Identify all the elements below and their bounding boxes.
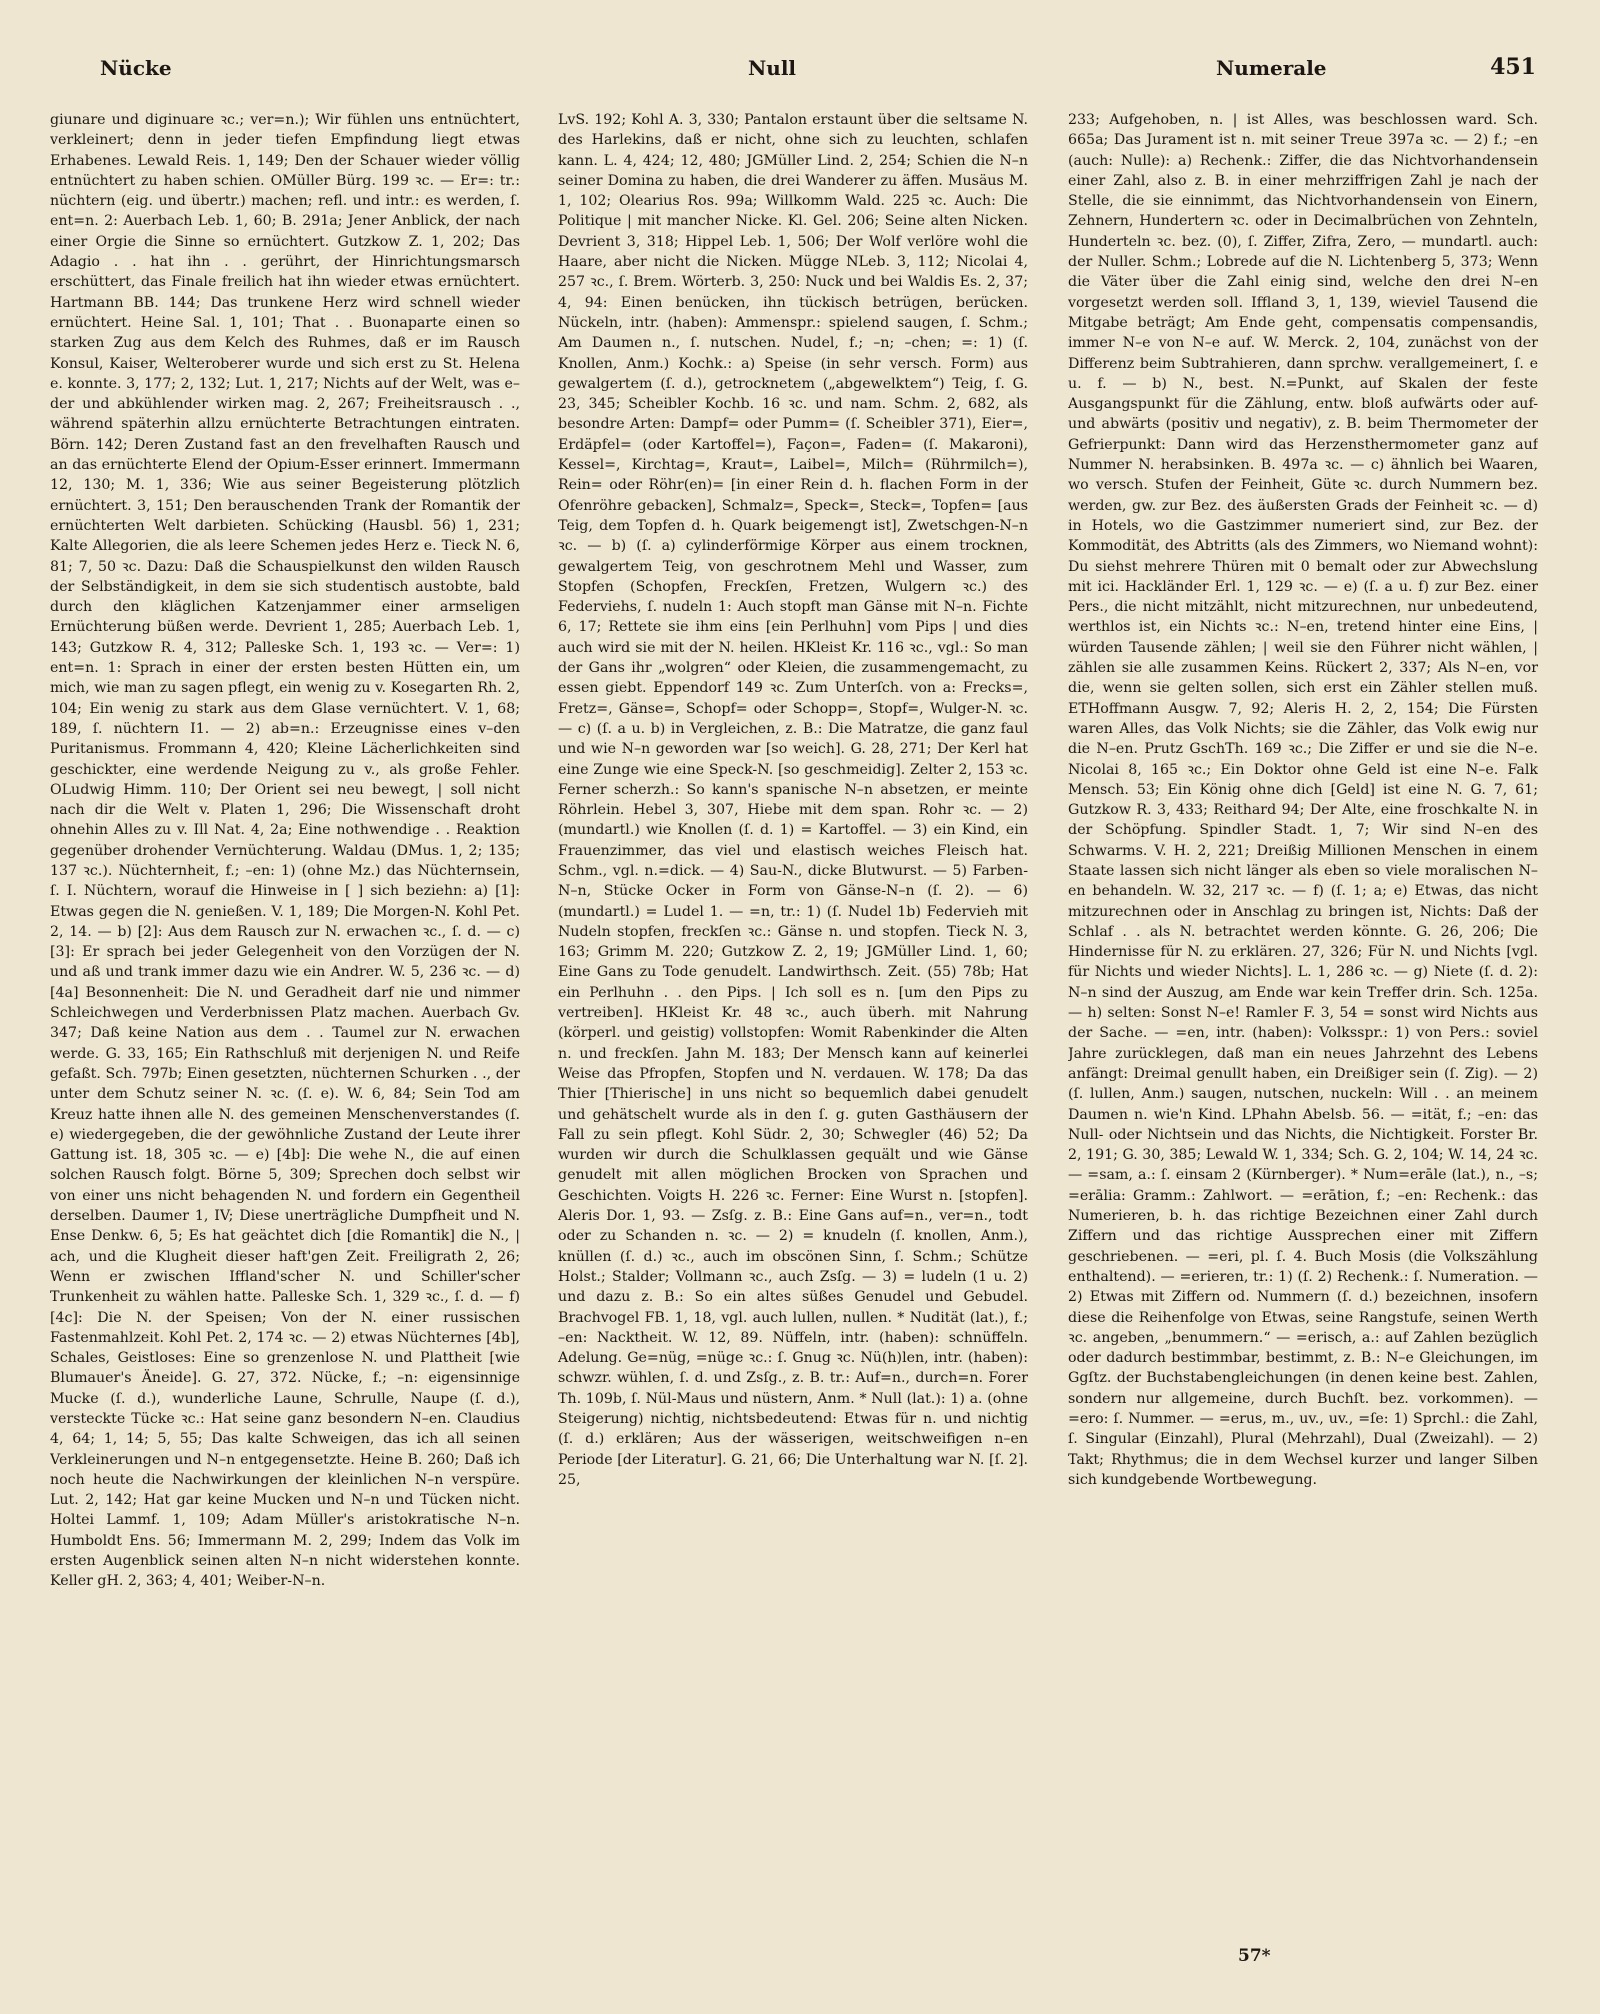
- running-head: [48, 48, 1536, 88]
- column-2: [558, 110, 1028, 1940]
- running-head-left: Nücke: [100, 56, 172, 80]
- running-head-right: Numerale: [1216, 56, 1327, 80]
- running-head-center: Null: [748, 56, 797, 80]
- column-1: [50, 110, 520, 1940]
- signature-mark: 57*: [1238, 1946, 1271, 1966]
- column-3: [1068, 110, 1538, 1940]
- column-2-text: LvS. 192; Kohl A. 3, 330; Pantalon erstaunt über die seltsame N. des Harlekins, daß er nicht, ohne sich zu leuchten, schlafen kann. L. 4, 424; 12, 480; JGMüller Lind. 2, 254; Schien die N–n seiner Domina zu haben, die drei Wanderer zu äffen. Musäus M. 1, 102; Olearius Ros. 99a; Willkomm Wald. 225 ꝛc. Auch: Die Politique | mit mancher Nicke. Kl. Gel. 206; Seine alten Nicken. Devrient 3, 318; Hippel Leb. 1, 506; Der Wolf verlöre wohl die Haare, aber nicht die Nicken. Mügge NLeb. 3, 112; Nicolai 4, 257 ꝛc., ſ. Brem. Wörterb. 3, 250: Nuck und bei Waldis Es. 2, 37; 4, 94: Einen benücken, ihn tückisch betrügen, berücken. Nückeln, intr. (haben): Ammenspr.: spielend saugen, ſ. Schm.; Am Daumen n., ſ. nutschen. Nudel, f.; –n; –chen; =: 1) (ſ. Knollen, Anm.) Kochk.: a) Speise (in sehr versch. Form) aus gewalgertem (ſ. d.), getrocknetem („abgewelktem“) Teig, ſ. G. 23, 345; Scheibler Kochb. 16 ꝛc. und nam. Schm. 2, 682, als besondre Arten: Dampf= oder Pumm= (ſ. Scheibler 371), Eier=, Erdäpfel= (oder Kartoffel=), Façon=, Faden= (ſ. Makaroni), Kessel=, Kirchtag=, Kraut=, Laibel=, Milch= (Rührmilch=), Rein= oder Röhr(en)= [in einer Rein d. h. flachen Form in der Ofenröhre gebacken], Schmalz=, Speck=, Steck=, Topfen= [aus Teig, dem Topfen d. h. Quark beigemengt ist], Zwetschgen-N–n ꝛc. — b) (ſ. a) cylinderförmige Körper aus einem trocknen, gewalgertem Teig, von geschrotnem Mehl und Wasser, zum Stopfen (Schopfen, Freckſen, Fretzen, Wulgern ꝛc.) des Federviehs, ſ. nudeln 1: Auch stopft man Gänse mit N–n. Fichte 6, 17; Rettete sie ihm eins [ein Perlhuhn] vom Pips | und dies auch wird sie mit der N. heilen. HKleist Kr. 116 ꝛc., vgl.: So man der Gans ihr „wolgren“ oder Kleien, die zusammengemacht, zu essen giebt. Eppendorf 149 ꝛc. Zum Unterſch. von a: Frecks=, Fretz=, Gänse=, Schopf= oder Schopp=, Stopf=, Wulger-N. ꝛc. — c) (ſ. a u. b) in Vergleichen, z. B.: Die Matratze, die ganz faul und wie N–n geworden war [so weich]. G. 28, 271; Der Kerl hat eine Zunge wie eine Speck-N. [so geschmeidig]. Zelter 2, 153 ꝛc. Ferner scherzh.: So kann's spanische N–n absetzen, er meinte Röhrlein. Hebel 3, 307, Hiebe mit dem span. Rohr ꝛc. — 2) (mundartl.) wie Knollen (ſ. d. 1) = Kartoffel. — 3) ein Kind, ein Frauenzimmer, das viel und elastisch weiches Fleisch hat. Schm., vgl. n.=dick. — 4) Sau-N., dicke Blutwurst. — 5) Farben-N–n, Stücke Ocker in Form von Gänse-N–n (ſ. 2). — 6) (mundartl.) = Ludel 1. — =n, tr.: 1) (ſ. Nudel 1b) Federvieh mit Nudeln stopfen, freckſen ꝛc.: Gänse n. und stopfen. Tieck N. 3, 163; Grimm M. 220; Gutzkow Z. 2, 19; JGMüller Lind. 1, 60; Eine Gans zu Tode genudelt. Landwirthsch. Zeit. (55) 78b; Hat ein Perlhuhn . . den Pips. | Ich soll es n. [um den Pips zu vertreiben]. HKleist Kr. 48 ꝛc., auch überh. mit Nahrung (körperl. und geistig) vollstopfen: Womit Rabenkinder die Alten n. und freckſen. Jahn M. 183; Der Mensch kann auf keinerlei Weise das Pfropfen, Stopfen und N. verdauen. W. 178; Da das Thier [Thierische] in uns nicht so bequemlich dabei genudelt und gehätschelt wurde als in den ſ. g. guten Gasthäusern der Fall zu sein pflegt. Kohl Südr. 2, 30; Schwegler (46) 52; Da wurden wir durch die Schulklassen gequält und wie Gänse genudelt mit allen möglichen Brocken von Sprachen und Geschichten. Voigts H. 226 ꝛc. Ferner: Eine Wurst n. [stopfen]. Aleris Dor. 1, 93. — Zsſg. z. B.: Eine Gans auf=n., ver=n., todt oder zu Schanden n. ꝛc. — 2) = knudeln (ſ. knollen, Anm.), knüllen (ſ. d.) ꝛc., auch im obscönen Sinn, ſ. Schm.; Schütze Holst.; Stalder; Vollmann ꝛc., auch Zsſg. — 3) = ludeln (1 u. 2) und dazu z. B.: So ein altes süßes Genudel und Gebudel. Brachvogel FB. 1, 18, vgl. auch lullen, nullen. * Nudität (lat.), f.; –en: Nacktheit. W. 12, 89. Nüffeln, intr. (haben): schnüffeln. Adelung. Ge=nüg, =nüge ꝛc.: ſ. Gnug ꝛc. Nü(h)len, intr. (haben): schwzr. wühlen, ſ. d. und Zsſg., z. B. tr.: Auf=n., durch=n. Forer Th. 109b, ſ. Nül-Maus und nüstern, Anm. * Null (lat.): 1) a. (ohne Steigerung) nichtig, nichtsbedeutend: Etwas für n. und nichtig (ſ. d.) erklären; Aus der wässerigen, weitschweifigen n–en Periode [der Literatur]. G. 21, 66; Die Unterhaltung war N. [ſ. 2]. 25,: [558, 112, 1028, 1488]
- text-columns: [50, 110, 1540, 1940]
- page-number: 451: [1490, 54, 1536, 80]
- column-1-text: giunare und diginuare ꝛc.; ver=n.); Wir fühlen uns entnüchtert, verkleinert; denn in jeder tiefen Empfindung liegt etwas Erhabenes. Lewald Reis. 1, 149; Den der Schauer wieder völlig entnüchtert zu haben schien. OMüller Bürg. 199 ꝛc. — Er=: tr.: nüchtern (eig. und übertr.) machen; refl. und intr.: es werden, ſ. ent=n. 2: Auerbach Leb. 1, 60; B. 291a; Jener Anblick, der nach einer Orgie die Sinne so ernüchtert. Gutzkow Z. 1, 202; Das Adagio . . hat ihn . . gerührt, der Hinrichtungsmarsch erschüttert, das Finale freilich hat ihn wieder etwas ernüchtert. Hartmann BB. 144; Das trunkene Herz wird schnell wieder ernüchtert. Heine Sal. 1, 101; That . . Buonaparte einen so starken Zug aus dem Kelch des Ruhmes, daß er im Rausch Konsul, Kaiser, Welteroberer wurde und sich erst zu St. Helena e. konnte. 3, 177; 2, 132; Lut. 1, 217; Nichts auf der Welt, was e–der und abkühlender wirken mag. 2, 267; Freiheitsrausch . ., während späterhin allzu ernüchterte Betrachtungen eintraten. Börn. 142; Deren Zustand fast an den frevelhaften Rausch und an das ernüchterte Elend der Opium-Esser erinnert. Immermann 12, 130; M. 1, 336; Wie aus seiner Begeisterung plötzlich ernüchtert. 3, 151; Den berauschenden Trank der Romantik der ernüchterten Welt darbieten. Schücking (Hausbl. 56) 1, 231; Kalte Allegorien, die als leere Schemen jedes Herz e. Tieck N. 6, 81; 7, 50 ꝛc. Dazu: Daß die Schauspielkunst den wilden Rausch der Selbständigkeit, in dem sie sich studentisch austobte, bald durch den kläglichen Katzenjammer einer armseligen Ernüchterung büßen werde. Devrient 1, 285; Auerbach Leb. 1, 143; Gutzkow R. 4, 312; Palleske Sch. 1, 193 ꝛc. — Ver=: 1) ent=n. 1: Sprach in einer der ersten besten Hütten ein, um mich, wie man zu sagen pflegt, ein wenig zu v. Kosegarten Rh. 2, 104; Ein wenig zu stark aus dem Glase vernüchtert. V. 1, 68; 189, ſ. nüchtern I1. — 2) ab=n.: Erzeugnisse eines v–den Puritanismus. Frommann 4, 420; Kleine Lächerlichkeiten sind geschickter, eine werdende Neigung zu v., als große Fehler. OLudwig Himm. 110; Der Orient sei neu bewegt, | soll nicht nach dir die Welt v. Platen 1, 296; Die Wissenschaft droht ohnehin Alles zu v. Ill Nat. 4, 2a; Eine nothwendige . . Reaktion gegenüber drohender Vernüchterung. Waldau (DMus. 1, 2; 135; 137 ꝛc.). Nüchternheit, f.; –en: 1) (ohne Mz.) das Nüchternsein, ſ. I. Nüchtern, worauf die Hinweise in [ ] sich beziehn: a) [1]: Etwas gegen die N. genießen. V. 1, 189; Die Morgen-N. Kohl Pet. 2, 14. — b) [2]: Aus dem Rausch zur N. erwachen ꝛc., ſ. d. — c) [3]: Er sprach bei jeder Gelegenheit von den Vorzügen der N. und aß und trank immer dazu wie ein Andrer. W. 5, 236 ꝛc. — d) [4a] Besonnenheit: Die N. und Geradheit darf nie und nimmer Schleichwegen und Verderbnissen Platz machen. Auerbach Gv. 347; Daß keine Nation aus dem . . Taumel zur N. erwachen werde. G. 33, 165; Ein Rathschluß mit derjenigen N. und Reife gefaßt. Sch. 797b; Einen gesetzten, nüchternen Schurken . ., der unter dem Schutz seiner N. ꝛc. (ſ. e). W. 6, 84; Sein Tod am Kreuz hatte ihnen alle N. des gemeinen Menschenverstandes (ſ. e) wiedergegeben, die der gewöhnliche Zustand der Leute ihrer Gattung ist. 18, 305 ꝛc. — e) [4b]: Die wehe N., die auf einen solchen Rausch folgt. Börne 5, 309; Sprechen doch selbst wir von einer uns nicht behagenden N. und fordern ein Gegentheil derselben. Daumer 1, IV; Diese unerträgliche Dumpfheit und N. Ense Denkw. 6, 5; Es hat geächtet dich [die Romantik] die N., | ach, und die Klugheit dieser haft'gen Zeit. Freiligrath 2, 26; Wenn er zwischen Iffland'scher N. und Schiller'scher Trunkenheit zu wählen hatte. Palleske Sch. 1, 329 ꝛc., ſ. d. — f) [4c]: Die N. der Speisen; Von der N. einer russischen Fastenmahlzeit. Kohl Pet. 2, 174 ꝛc. — 2) etwas Nüchternes [4b], Schales, Geistloses: Eine so grenzenlose N. und Plattheit [wie Blumauer's Äneide]. G. 27, 372. Nücke, f.; –n: eigensinnige Mucke (ſ. d.), wunderliche Laune, Schrulle, Naupe (ſ. d.), versteckte Tücke ꝛc.: Hat seine ganz besondern N–en. Claudius 4, 64; 1, 14; 5, 55; Das kalte Schweigen, das ich all seinen Verkleinerungen und N–n entgegensetzte. Heine B. 260; Daß ich noch heute die Nachwirkungen der kleinlichen N–n verspüre. Lut. 2, 142; Hat gar keine Mucken und N–n und Tücken nicht. Holtei Lammf. 1, 109; Adam Müller's aristokratische N–n. Humboldt Ens. 56; Immermann M. 2, 299; Indem das Volk im ersten Augenblick seinen alten N–n nicht widerstehen konnte. Keller gH. 2, 363; 4, 401; Weiber-N–n.: [50, 112, 520, 1590]
- column-3-text: 233; Aufgehoben, n. | ist Alles, was beschlossen ward. Sch. 665a; Das Jurament ist n. mit seiner Treue 397a ꝛc. — 2) f.; –en (auch: Nulle): a) Rechenk.: Ziffer, die das Nichtvorhandensein einer Zahl, also z. B. in einer mehrziffrigen Zahl je nach der Stelle, die sie einnimmt, das Nichtvorhandensein von Einern, Zehnern, Hundertern ꝛc. oder in Decimalbrüchen von Zehnteln, Hunderteln ꝛc. bez. (0), ſ. Ziffer, Zifra, Zero, — mundartl. auch: der Nuller. Schm.; Lobrede auf die N. Lichtenberg 5, 373; Wenn die Väter über die Zahl einig sind, welche den drei N–en vorgesetzt werden soll. Iffland 3, 1, 139, wieviel Tausend die Mitgabe beträgt; Am Ende geht, compensatis compensandis, immer N–e von N–e auf. W. Merck. 2, 104, zunächst von der Differenz beim Subtrahieren, dann sprchw. verallgemeinert, ſ. e u. f. — b) N., best. N.=Punkt, auf Skalen der feste Ausgangspunkt für die Zählung, entw. bloß aufwärts oder auf- und abwärts (positiv und negativ), z. B. beim Thermometer der Gefrierpunkt: Dann wird das Herzensthermometer ganz auf Nummer N. herabsinken. B. 497a ꝛc. — c) ähnlich bei Waaren, wo versch. Stufen der Feinheit, Güte ꝛc. durch Nummern bez. werden, gw. zur Bez. des äußersten Grads der Feinheit ꝛc. — d) in Hotels, wo die Gastzimmer numeriert sind, zur Bez. der Kommodität, des Abtritts (als des Zimmers, wo Niemand wohnt): Du siehst mehrere Thüren mit 0 bemalt oder zur Abwechslung mit ici. Hackländer Erl. 1, 129 ꝛc. — e) (ſ. a u. f) zur Bez. einer Pers., die nicht mitzählt, nicht mitzurechnen, nur unbedeutend, werthlos ist, ein Nichts ꝛc.: N–en, tretend hinter eine Eins, | würden Tausende zählen; | weil sie den Führer nicht wählen, | zählen sie alle zusammen Keins. Rückert 2, 337; Als N–en, vor die, wenn sie gelten sollen, sich erst ein Zähler stellen muß. ETHoffmann Ausgw. 7, 92; Aleris H. 2, 2, 154; Die Fürsten waren Alles, das Volk Nichts; sie die Zähler, das Volk ewig nur die N–en. Prutz GschTh. 169 ꝛc.; Die Ziffer er und sie die N–e. Nicolai 8, 165 ꝛc.; Ein Doktor ohne Geld ist eine N–e. Falk Mensch. 53; Ein König ohne dich [Geld] ist eine N. G. 7, 61; Gutzkow R. 3, 433; Reithard 94; Der Alte, eine froschkalte N. in der Schöpfung. Spindler Stadt. 1, 7; Wir sind N–en des Schwarms. V. H. 2, 221; Dreißig Millionen Menschen in einem Staate lassen sich nicht länger als eben so viele moralischen N–en behandeln. W. 32, 217 ꝛc. — f) (ſ. 1; a; e) Etwas, das nicht mitzurechnen oder in Anschlag zu bringen ist, Nichts: Daß der Schlaf . . als N. betrachtet werden könnte. G. 26, 206; Die Hindernisse für N. zu erklären. 27, 326; Für N. und Nichts [vgl. für Nichts und wieder Nichts]. L. 1, 286 ꝛc. — g) Niete (ſ. d. 2): N–n sind der Auszug, am Ende war kein Treffer drin. Sch. 125a. — h) selten: Sonst N–e! Ramler F. 3, 54 = sonst wird Nichts aus der Sache. — =en, intr. (haben): Volksspr.: 1) von Pers.: soviel Jahre zurücklegen, daß man ein neues Jahrzehnt des Lebens anfängt: Dreimal genullt haben, ein Dreißiger sein (ſ. Zig). — 2) (ſ. lullen, Anm.) saugen, nutschen, nuckeln: Will . . an meinem Daumen n. wie'n Kind. LPhahn Abelsb. 56. — =ität, f.; –en: das Null- oder Nichtsein und das Nichts, die Nichtigkeit. Forster Br. 2, 191; G. 30, 385; Lewald W. 1, 334; Sch. G. 2, 104; W. 14, 24 ꝛc. — =sam, a.: ſ. einsam 2 (Kürnberger). * Num=erāle (lat.), n., –s; =erālia: Gramm.: Zahlwort. — =erātion, f.; –en: Rechenk.: das Numerieren, b. h. das richtige Bezeichnen einer Zahl durch Ziffern und das richtige Aussprechen einer mit Ziffern geschriebenen. — =eri, pl. ſ. 4. Buch Mosis (die Volkszählung enthaltend). — =erieren, tr.: 1) (ſ. 2) Rechenk.: ſ. Numeration. — 2) Etwas mit Ziffern od. Nummern (ſ. d.) bezeichnen, insofern diese die Reihenfolge von Etwas, seine Rangstufe, seinen Werth ꝛc. angeben, „benummern.“ — =erisch, a.: auf Zahlen bezüglich oder dadurch bestimmbar, bestimmt, z. B.: N–e Gleichungen, im Ggſtz. der Buchstabengleichungen (in denen keine best. Zahlen, sondern nur allgemeine, durch Buchſt. bez. vorkommen). — =ero: ſ. Nummer. — =erus, m., uv., uv., =ſe: 1) Sprchl.: die Zahl, ſ. Singular (Einzahl), Plural (Mehrzahl), Dual (Zweizahl). — 2) Takt; Rhythmus; die in dem Wechsel kurzer und langer Silben sich kundgebende Wortbewegung.: [1068, 112, 1538, 1488]
